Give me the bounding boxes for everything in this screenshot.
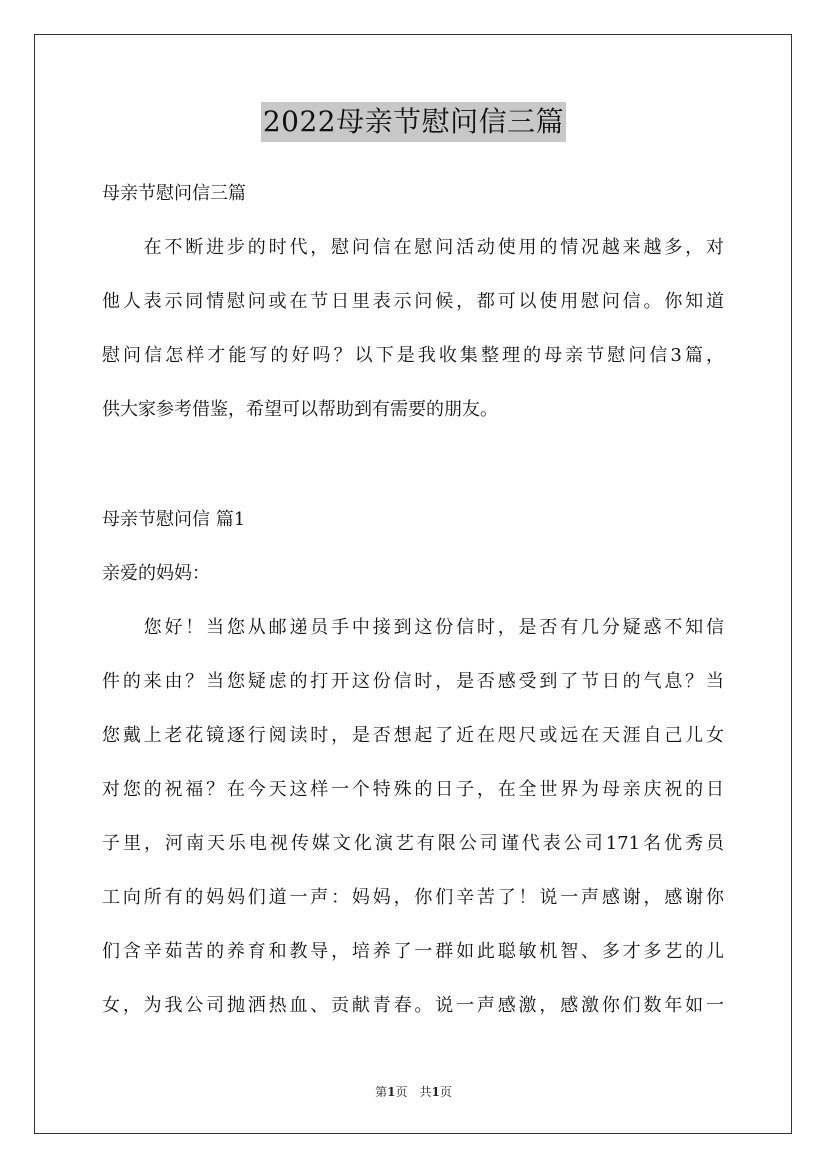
salutation: 亲爱的妈妈： [102, 563, 210, 584]
footer-total-pages: 1 [431, 1085, 440, 1099]
page-footer [0, 1084, 827, 1100]
footer-page-number: 1 [387, 1085, 396, 1099]
document-title: 2022母亲节慰问信三篇 [261, 102, 566, 142]
intro-line: 在不断进步的时代，慰问信在慰问活动使用的情况越来越多，对 [102, 237, 724, 258]
body-line: 件的来由？当您疑虑的打开这份信时，是否感受到了节日的气息？当 [102, 671, 724, 692]
footer-suffix: 页 [439, 1085, 452, 1099]
body-line: 们含辛茹苦的养育和教导，培养了一群如此聪敏机智、多才多艺的儿 [102, 941, 724, 962]
body-line: 子里，河南天乐电视传媒文化演艺有限公司谨代表公司171名优秀员 [102, 833, 724, 854]
intro-line: 供大家参考借鉴，希望可以帮助到有需要的朋友。 [102, 399, 498, 420]
footer-mid: 页 共 [395, 1085, 432, 1099]
title-container [0, 102, 827, 142]
body-line: 工向所有的妈妈们道一声：妈妈，你们辛苦了！说一声感谢，感谢你 [102, 887, 724, 908]
footer-prefix: 第 [375, 1085, 388, 1099]
section-heading: 母亲节慰问信 篇1 [102, 509, 246, 530]
body-line: 对您的祝福？在今天这样一个特殊的日子，在全世界为母亲庆祝的日 [102, 779, 724, 800]
document-subtitle: 母亲节慰问信三篇 [102, 183, 246, 204]
intro-line: 慰问信怎样才能写的好吗？以下是我收集整理的母亲节慰问信3篇， [102, 345, 724, 366]
body-line: 女，为我公司抛洒热血、贡献青春。说一声感激，感激你们数年如一 [102, 995, 724, 1016]
intro-line: 他人表示同情慰问或在节日里表示问候，都可以使用慰问信。你知道 [102, 291, 724, 312]
body-line: 您好！当您从邮递员手中接到这份信时，是否有几分疑惑不知信 [102, 617, 724, 638]
body-line: 您戴上老花镜逐行阅读时，是否想起了近在咫尺或远在天涯自己儿女 [102, 725, 724, 746]
